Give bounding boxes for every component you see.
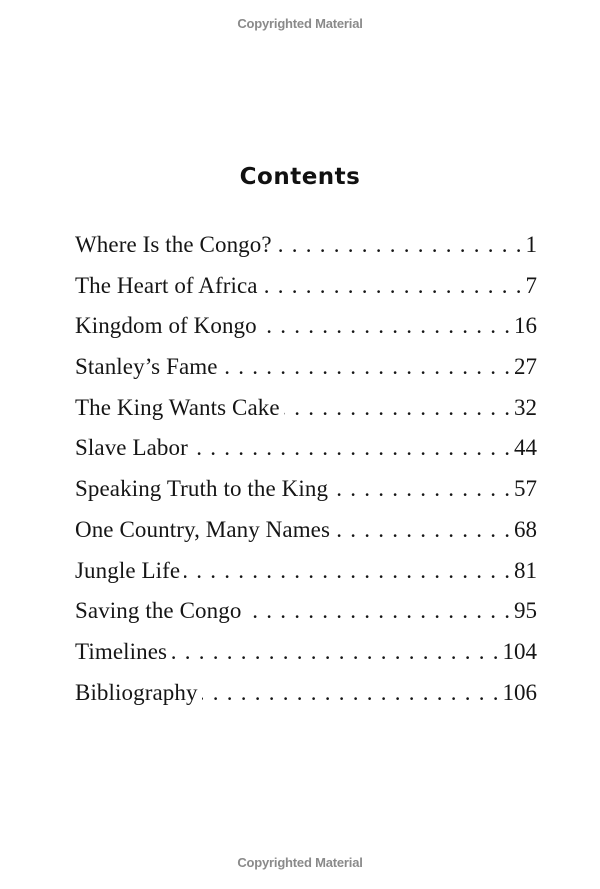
dot-leader [262, 273, 522, 299]
toc-entry [75, 273, 537, 314]
dot-leader [184, 558, 510, 584]
toc-entry [75, 680, 537, 721]
toc-entry-page: 95 [514, 598, 537, 624]
toc-entry-page: 7 [525, 272, 537, 298]
toc-entry-page: 16 [514, 313, 537, 339]
dot-leader [334, 517, 510, 543]
toc-entry-page: 106 [502, 679, 537, 705]
table-of-contents [75, 232, 537, 720]
toc-entry [75, 232, 537, 273]
toc-entry [75, 598, 537, 639]
toc-entry-title: Stanley’s Fame [75, 354, 218, 380]
toc-entry [75, 639, 537, 680]
toc-entry [75, 435, 537, 476]
dot-leader [245, 598, 510, 624]
toc-entry-page: 44 [514, 435, 537, 461]
toc-entry-title: The Heart of Africa [75, 272, 258, 298]
toc-entry-title: Kingdom of Kongo [75, 313, 257, 339]
toc-entry-page: 1 [525, 232, 537, 257]
toc-entry-title: Slave Labor [75, 435, 188, 461]
toc-entry-page: 32 [514, 394, 537, 420]
page-title: Contents [239, 164, 361, 190]
toc-entry-title: Where Is the Congo? [75, 232, 272, 257]
toc-entry-page: 68 [514, 516, 537, 542]
toc-entry-title: Saving the Congo [75, 598, 242, 624]
toc-entry-title: Timelines [75, 638, 168, 664]
toc-entry [75, 313, 537, 354]
toc-entry [75, 395, 537, 436]
dot-leader [202, 680, 499, 706]
toc-entry-page: 81 [514, 557, 537, 583]
toc-entry [75, 558, 537, 599]
copyright-watermark-top: Copyrighted Material [237, 16, 363, 31]
toc-entry [75, 354, 537, 395]
toc-entry-page: 27 [514, 354, 537, 380]
toc-entry-title: Jungle Life [75, 557, 181, 583]
dot-leader [171, 639, 498, 665]
toc-entry-page: 104 [502, 638, 537, 664]
toc-entry [75, 517, 537, 558]
dot-leader [276, 232, 522, 258]
toc-entry-page: 57 [514, 476, 537, 502]
toc-entry-title: Bibliography [75, 679, 198, 705]
dot-leader [192, 435, 510, 461]
toc-entry-title: The King Wants Cake [75, 394, 280, 420]
toc-entry-title: Speaking Truth to the King [75, 476, 329, 502]
copyright-watermark-bottom: Copyrighted Material [237, 855, 363, 870]
dot-leader [332, 476, 510, 502]
dot-leader [261, 313, 510, 339]
dot-leader [284, 395, 510, 421]
toc-entry-title: One Country, Many Names [75, 516, 331, 542]
dot-leader [222, 354, 510, 380]
toc-entry [75, 476, 537, 517]
